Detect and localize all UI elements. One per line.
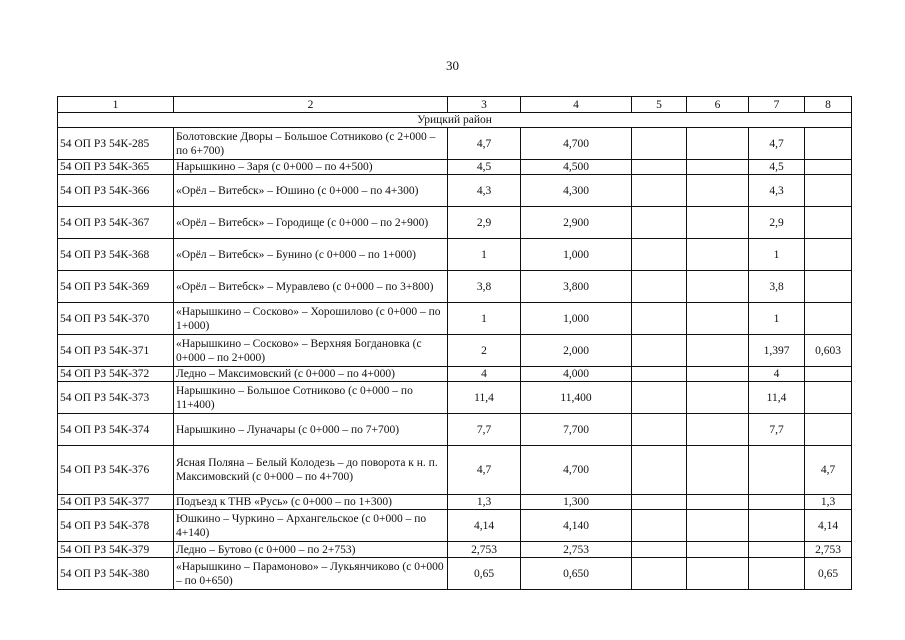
value-cell-6 xyxy=(687,271,749,303)
value-cell-4: 2,000 xyxy=(521,335,632,367)
road-code-cell: 54 ОП РЗ 54К-374 xyxy=(58,414,174,446)
value-cell-7: 4,7 xyxy=(749,128,805,160)
value-cell-6 xyxy=(687,128,749,160)
value-cell-7: 2,9 xyxy=(749,207,805,239)
column-number: 5 xyxy=(632,97,687,113)
road-name-cell: «Орёл – Витебск» – Городище (с 0+000 – по 2+900) xyxy=(174,207,448,239)
value-cell-7: 7,7 xyxy=(749,414,805,446)
value-cell-6 xyxy=(687,558,749,590)
value-cell-5 xyxy=(632,542,687,558)
value-cell-7: 4,3 xyxy=(749,175,805,207)
table-row xyxy=(58,446,852,495)
table-row xyxy=(58,542,852,558)
value-cell-3: 4,3 xyxy=(448,175,521,207)
value-cell-3: 1 xyxy=(448,303,521,335)
value-cell-7: 1 xyxy=(749,239,805,271)
column-number-row xyxy=(58,97,852,113)
value-cell-5 xyxy=(632,175,687,207)
road-name-cell: Нарышкино – Луначары (с 0+000 – по 7+700) xyxy=(174,414,448,446)
table-body xyxy=(58,97,852,590)
road-code-cell: 54 ОП РЗ 54К-372 xyxy=(58,367,174,382)
road-name-cell: «Нарышкино – Сосково» – Верхняя Богдановка (с 0+000 – по 2+000) xyxy=(174,335,448,367)
value-cell-3: 7,7 xyxy=(448,414,521,446)
value-cell-5 xyxy=(632,414,687,446)
value-cell-6 xyxy=(687,510,749,542)
table-row xyxy=(58,303,852,335)
value-cell-8 xyxy=(805,175,852,207)
value-cell-5 xyxy=(632,382,687,414)
table-row xyxy=(58,207,852,239)
road-code-cell: 54 ОП РЗ 54К-380 xyxy=(58,558,174,590)
table-row xyxy=(58,175,852,207)
value-cell-4: 0,650 xyxy=(521,558,632,590)
value-cell-5 xyxy=(632,495,687,510)
road-code-cell: 54 ОП РЗ 54К-377 xyxy=(58,495,174,510)
value-cell-4: 1,000 xyxy=(521,303,632,335)
value-cell-4: 1,000 xyxy=(521,239,632,271)
table-row xyxy=(58,367,852,382)
value-cell-7 xyxy=(749,558,805,590)
value-cell-5 xyxy=(632,303,687,335)
value-cell-5 xyxy=(632,335,687,367)
table-row xyxy=(58,271,852,303)
value-cell-6 xyxy=(687,414,749,446)
value-cell-8 xyxy=(805,303,852,335)
table-row xyxy=(58,382,852,414)
road-code-cell: 54 ОП РЗ 54К-368 xyxy=(58,239,174,271)
road-name-cell: Ледно – Бутово (с 0+000 – по 2+753) xyxy=(174,542,448,558)
value-cell-5 xyxy=(632,239,687,271)
road-code-cell: 54 ОП РЗ 54К-376 xyxy=(58,446,174,495)
value-cell-4: 4,700 xyxy=(521,446,632,495)
road-name-cell: Ясная Поляна – Белый Колодезь – до поворота к н. п. Максимовский (с 0+000 – по 4+700) xyxy=(174,446,448,495)
value-cell-8 xyxy=(805,367,852,382)
value-cell-4: 4,500 xyxy=(521,160,632,175)
column-number: 1 xyxy=(58,97,174,113)
page-number: 30 xyxy=(446,58,459,73)
value-cell-7: 1,397 xyxy=(749,335,805,367)
table-row xyxy=(58,335,852,367)
value-cell-6 xyxy=(687,446,749,495)
value-cell-7 xyxy=(749,542,805,558)
road-code-cell: 54 ОП РЗ 54К-373 xyxy=(58,382,174,414)
table-row xyxy=(58,239,852,271)
road-code-cell: 54 ОП РЗ 54К-378 xyxy=(58,510,174,542)
table-row xyxy=(58,495,852,510)
district-row xyxy=(58,113,852,128)
value-cell-6 xyxy=(687,367,749,382)
value-cell-4: 2,753 xyxy=(521,542,632,558)
road-code-cell: 54 ОП РЗ 54К-285 xyxy=(58,128,174,160)
table-row xyxy=(58,558,852,590)
value-cell-4: 4,300 xyxy=(521,175,632,207)
road-name-cell: Болотовские Дворы – Большое Сотниково (с 2+000 – по 6+700) xyxy=(174,128,448,160)
value-cell-3: 11,4 xyxy=(448,382,521,414)
table-row xyxy=(58,128,852,160)
value-cell-8 xyxy=(805,239,852,271)
road-name-cell: Юшкино – Чуркино – Архангельское (с 0+000 – по 4+140) xyxy=(174,510,448,542)
road-name-cell: Нарышкино – Большое Сотниково (с 0+000 – по 11+400) xyxy=(174,382,448,414)
value-cell-3: 4,14 xyxy=(448,510,521,542)
table-row xyxy=(58,160,852,175)
value-cell-8 xyxy=(805,271,852,303)
value-cell-5 xyxy=(632,367,687,382)
district-title: Урицкий район xyxy=(58,113,852,128)
value-cell-8 xyxy=(805,414,852,446)
road-name-cell: Нарышкино – Заря (с 0+000 – по 4+500) xyxy=(174,160,448,175)
value-cell-6 xyxy=(687,175,749,207)
road-code-cell: 54 ОП РЗ 54К-370 xyxy=(58,303,174,335)
column-number: 8 xyxy=(805,97,852,113)
value-cell-5 xyxy=(632,446,687,495)
value-cell-4: 4,140 xyxy=(521,510,632,542)
road-name-cell: «Нарышкино – Сосково» – Хорошилово (с 0+000 – по 1+000) xyxy=(174,303,448,335)
road-code-cell: 54 ОП РЗ 54К-366 xyxy=(58,175,174,207)
value-cell-6 xyxy=(687,160,749,175)
road-name-cell: «Орёл – Витебск» – Бунино (с 0+000 – по 1+000) xyxy=(174,239,448,271)
value-cell-6 xyxy=(687,239,749,271)
value-cell-3: 2,9 xyxy=(448,207,521,239)
value-cell-8 xyxy=(805,160,852,175)
value-cell-7: 3,8 xyxy=(749,271,805,303)
road-code-cell: 54 ОП РЗ 54К-369 xyxy=(58,271,174,303)
value-cell-8 xyxy=(805,382,852,414)
column-number: 3 xyxy=(448,97,521,113)
table-row xyxy=(58,414,852,446)
value-cell-6 xyxy=(687,335,749,367)
value-cell-6 xyxy=(687,542,749,558)
value-cell-7: 1 xyxy=(749,303,805,335)
value-cell-8: 4,7 xyxy=(805,446,852,495)
value-cell-7 xyxy=(749,510,805,542)
value-cell-3: 0,65 xyxy=(448,558,521,590)
roads-table xyxy=(57,96,852,590)
value-cell-4: 7,700 xyxy=(521,414,632,446)
value-cell-8: 0,65 xyxy=(805,558,852,590)
value-cell-7: 4,5 xyxy=(749,160,805,175)
value-cell-4: 3,800 xyxy=(521,271,632,303)
value-cell-8: 0,603 xyxy=(805,335,852,367)
road-code-cell: 54 ОП РЗ 54К-365 xyxy=(58,160,174,175)
value-cell-3: 2 xyxy=(448,335,521,367)
value-cell-6 xyxy=(687,207,749,239)
column-number: 7 xyxy=(749,97,805,113)
value-cell-3: 2,753 xyxy=(448,542,521,558)
value-cell-5 xyxy=(632,128,687,160)
value-cell-5 xyxy=(632,271,687,303)
value-cell-6 xyxy=(687,303,749,335)
value-cell-6 xyxy=(687,495,749,510)
road-name-cell: Ледно – Максимовский (с 0+000 – по 4+000) xyxy=(174,367,448,382)
value-cell-4: 11,400 xyxy=(521,382,632,414)
value-cell-3: 3,8 xyxy=(448,271,521,303)
column-number: 6 xyxy=(687,97,749,113)
value-cell-3: 4,7 xyxy=(448,446,521,495)
road-code-cell: 54 ОП РЗ 54К-371 xyxy=(58,335,174,367)
value-cell-5 xyxy=(632,160,687,175)
table-row xyxy=(58,510,852,542)
value-cell-3: 1,3 xyxy=(448,495,521,510)
road-name-cell: «Нарышкино – Парамоново» – Лукьянчиково (с 0+000 – по 0+650) xyxy=(174,558,448,590)
road-name-cell: «Орёл – Витебск» – Юшино (с 0+000 – по 4+300) xyxy=(174,175,448,207)
road-code-cell: 54 ОП РЗ 54К-379 xyxy=(58,542,174,558)
value-cell-7: 4 xyxy=(749,367,805,382)
value-cell-4: 1,300 xyxy=(521,495,632,510)
value-cell-3: 4 xyxy=(448,367,521,382)
column-number: 2 xyxy=(174,97,448,113)
value-cell-7: 11,4 xyxy=(749,382,805,414)
value-cell-4: 4,000 xyxy=(521,367,632,382)
value-cell-4: 2,900 xyxy=(521,207,632,239)
road-code-cell: 54 ОП РЗ 54К-367 xyxy=(58,207,174,239)
value-cell-8: 4,14 xyxy=(805,510,852,542)
value-cell-4: 4,700 xyxy=(521,128,632,160)
value-cell-7 xyxy=(749,495,805,510)
value-cell-8: 1,3 xyxy=(805,495,852,510)
value-cell-8 xyxy=(805,207,852,239)
value-cell-8: 2,753 xyxy=(805,542,852,558)
column-number: 4 xyxy=(521,97,632,113)
value-cell-7 xyxy=(749,446,805,495)
value-cell-3: 4,5 xyxy=(448,160,521,175)
value-cell-3: 4,7 xyxy=(448,128,521,160)
road-name-cell: «Орёл – Витебск» – Муравлево (с 0+000 – по 3+800) xyxy=(174,271,448,303)
value-cell-6 xyxy=(687,382,749,414)
value-cell-5 xyxy=(632,207,687,239)
value-cell-3: 1 xyxy=(448,239,521,271)
road-name-cell: Подъезд к ТНВ «Русь» (с 0+000 – по 1+300) xyxy=(174,495,448,510)
value-cell-8 xyxy=(805,128,852,160)
value-cell-5 xyxy=(632,558,687,590)
value-cell-5 xyxy=(632,510,687,542)
